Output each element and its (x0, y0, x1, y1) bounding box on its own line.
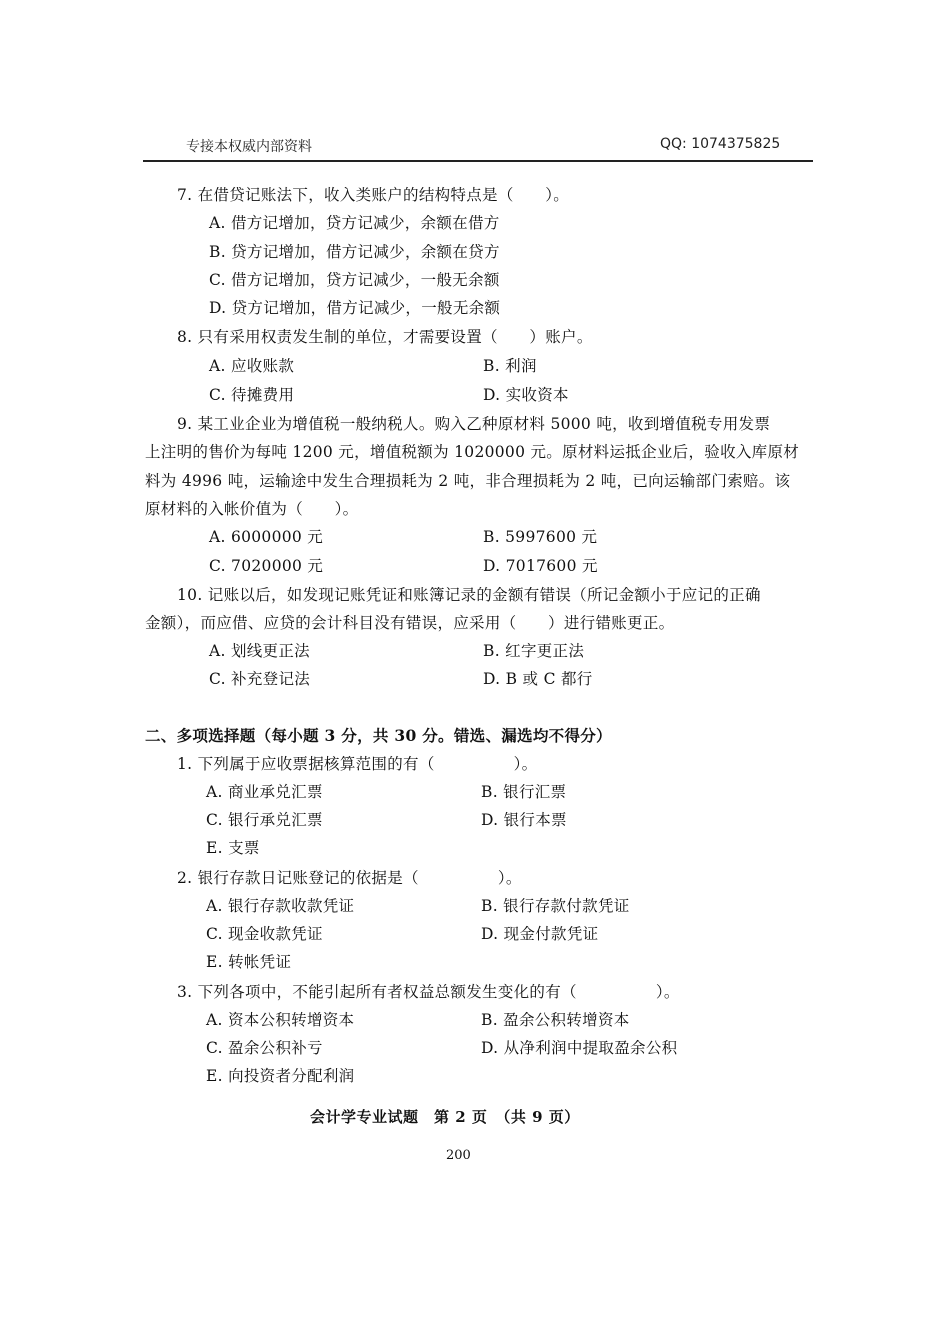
question-stem: 1. 下列属于应收票据核算范围的有（ ）。 (177, 755, 538, 773)
option-item: C. 待摊费用 (209, 386, 295, 404)
option-item: A. 借方记增加，贷方记减少，余额在借方 (209, 214, 500, 232)
question-stem: 2. 银行存款日记账登记的依据是（ ）。 (177, 869, 522, 887)
question-stem: 上注明的售价为每吨 1200 元，增值税额为 1020000 元。原材料运抵企业后，验收入库原材 (145, 443, 800, 461)
option-item: B. 盈余公积转增资本 (481, 1011, 630, 1029)
option-item: D. 从净利润中提取盈余公积 (481, 1039, 678, 1057)
header-left-text: 专接本权威内部资料 (186, 139, 312, 155)
option-item: D. 实收资本 (483, 386, 569, 404)
option-item: E. 支票 (206, 839, 260, 857)
question-stem: 原材料的入帐价值为（ ）。 (145, 500, 359, 518)
question-stem: 8. 只有采用权责发生制的单位，才需要设置（ ）账户。 (177, 328, 593, 346)
question-stem: 7. 在借贷记账法下，收入类账户的结构特点是（ ）。 (177, 186, 570, 204)
footer-title: 会计学专业试题 第 2 页 （共 9 页） (310, 1108, 580, 1126)
section-title: 二、多项选择题（每小题 3 分，共 30 分。错选、漏选均不得分） (145, 726, 612, 745)
option-item: B. 5997600 元 (483, 528, 598, 546)
question-stem: 10. 记账以后，如发现记账凭证和账簿记录的金额有错误（所记金额小于应记的正确 (177, 586, 761, 604)
option-item: A. 商业承兑汇票 (206, 783, 323, 801)
option-item: E. 向投资者分配利润 (206, 1067, 355, 1085)
option-item: C. 盈余公积补亏 (206, 1039, 323, 1057)
option-item: E. 转帐凭证 (206, 953, 292, 971)
header-right-text: QQ: 1074375825 (660, 136, 781, 152)
option-item: B. 贷方记增加，借方记减少，余额在贷方 (209, 243, 500, 261)
option-item: C. 借方记增加，贷方记减少，一般无余额 (209, 271, 500, 289)
option-item: C. 银行承兑汇票 (206, 811, 323, 829)
option-item: B. 银行汇票 (481, 783, 567, 801)
option-item: B. 银行存款付款凭证 (481, 897, 630, 915)
header-divider (143, 160, 813, 162)
question-stem: 料为 4996 吨，运输途中发生合理损耗为 2 吨，非合理损耗为 2 吨，已向运输部门索赔。该 (145, 472, 791, 490)
option-item: B. 红字更正法 (483, 642, 585, 660)
option-item: D. 7017600 元 (483, 557, 598, 575)
option-item: B. 利润 (483, 357, 537, 375)
page-number: 200 (446, 1148, 471, 1163)
option-item: D. 贷方记增加，借方记减少，一般无余额 (209, 299, 501, 317)
option-item: D. 现金付款凭证 (481, 925, 599, 943)
option-item: A. 银行存款收款凭证 (206, 897, 355, 915)
option-item: C. 补充登记法 (209, 670, 311, 688)
option-item: C. 7020000 元 (209, 557, 324, 575)
question-stem: 3. 下列各项中，不能引起所有者权益总额发生变化的有（ ）。 (177, 983, 680, 1001)
question-stem: 9. 某工业企业为增值税一般纳税人。购入乙种原材料 5000 吨，收到增值税专用发票 (177, 415, 771, 433)
option-item: D. B 或 C 都行 (483, 670, 593, 688)
question-stem: 金额），而应借、应贷的会计科目没有错误，应采用（ ）进行错账更正。 (145, 614, 675, 632)
option-item: C. 现金收款凭证 (206, 925, 323, 943)
option-item: A. 6000000 元 (209, 528, 324, 546)
option-item: D. 银行本票 (481, 811, 567, 829)
option-item: A. 应收账款 (209, 357, 295, 375)
option-item: A. 划线更正法 (209, 642, 310, 660)
option-item: A. 资本公积转增资本 (206, 1011, 355, 1029)
